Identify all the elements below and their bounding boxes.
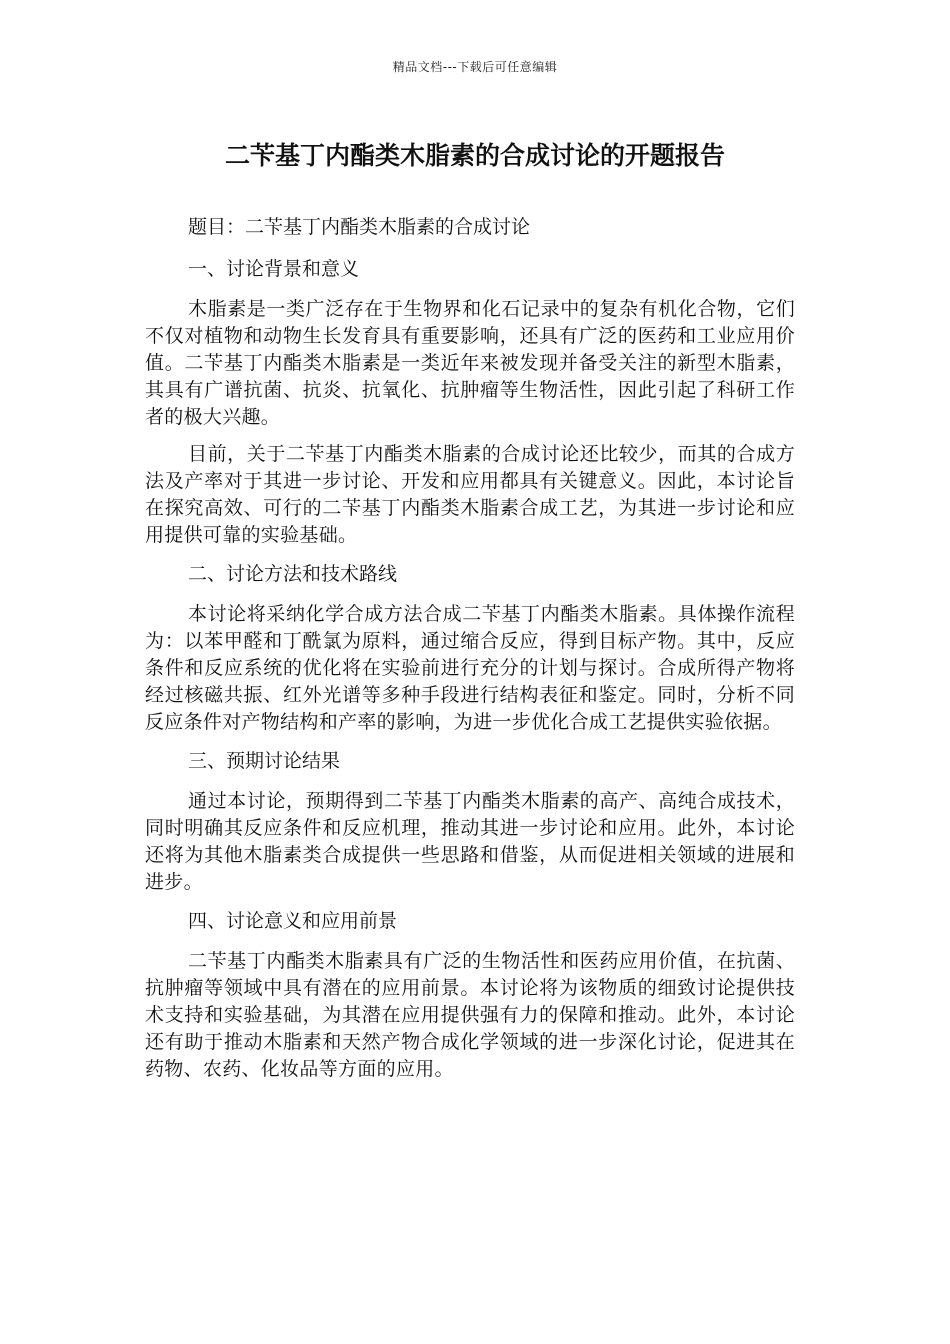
section-heading-background: 一、讨论背景和意义 bbox=[188, 258, 360, 280]
document-body bbox=[145, 212, 795, 1093]
page-header-note: 精品文档---下载后可任意编辑 bbox=[392, 60, 558, 74]
paragraph: 木脂素是一类广泛存在于生物界和化石记录中的复杂有机化合物，它们不仅对植物和动物生长发育具有重要影响，还具有广泛的医药和工业应用价值。二苄基丁内酯类木脂素是一类近年来被发现并备受关注的新型木脂素，其具有广谱抗菌、抗炎、抗氧化、抗肿瘤等生物活性，因此引起了科研工作者的极大兴趣。 bbox=[145, 298, 795, 428]
topic-line: 题目：二苄基丁内酯类木脂素的合成讨论 bbox=[188, 216, 531, 238]
document-title: 二苄基丁内酯类木脂素的合成讨论的开题报告 bbox=[224, 141, 725, 170]
paragraph: 二苄基丁内酯类木脂素具有广泛的生物活性和医药应用价值，在抗菌、抗肿瘤等领域中具有潜在的应用前景。本讨论将为该物质的细致讨论提供技术支持和实验基础，为其潜在应用提供强有力的保障和推动。此外，本讨论还有助于推动木脂素和天然产物合成化学领域的进一步深化讨论，促进其在药物、农药、化妆品等方面的应用。 bbox=[145, 950, 795, 1080]
paragraph: 通过本讨论，预期得到二苄基丁内酯类木脂素的高产、高纯合成技术，同时明确其反应条件和反应机理，推动其进一步讨论和应用。此外，本讨论还将为其他木脂素类合成提供一些思路和借鉴，从而促进相关领域的进展和进步。 bbox=[145, 790, 795, 893]
paragraph: 目前，关于二苄基丁内酯类木脂素的合成讨论还比较少，而其的合成方法及产率对于其进一步讨论、开发和应用都具有关键意义。因此，本讨论旨在探究高效、可行的二苄基丁内酯类木脂素合成工艺，为其进一步讨论和应用提供可靠的实验基础。 bbox=[145, 443, 795, 546]
section-heading-expected-results: 三、预期讨论结果 bbox=[188, 750, 341, 772]
section-heading-significance: 四、讨论意义和应用前景 bbox=[188, 910, 398, 932]
paragraph: 本讨论将采纳化学合成方法合成二苄基丁内酯类木脂素。具体操作流程为：以苯甲醛和丁酰氯为原料，通过缩合反应，得到目标产物。其中，反应条件和反应系统的优化将在实验前进行充分的计划与探讨。合成所得产物将经过核磁共振、红外光谱等多种手段进行结构表征和鉴定。同时，分析不同反应条件对产物结构和产率的影响，为进一步优化合成工艺提供实验依据。 bbox=[145, 603, 795, 733]
section-heading-methods: 二、讨论方法和技术路线 bbox=[188, 563, 398, 585]
